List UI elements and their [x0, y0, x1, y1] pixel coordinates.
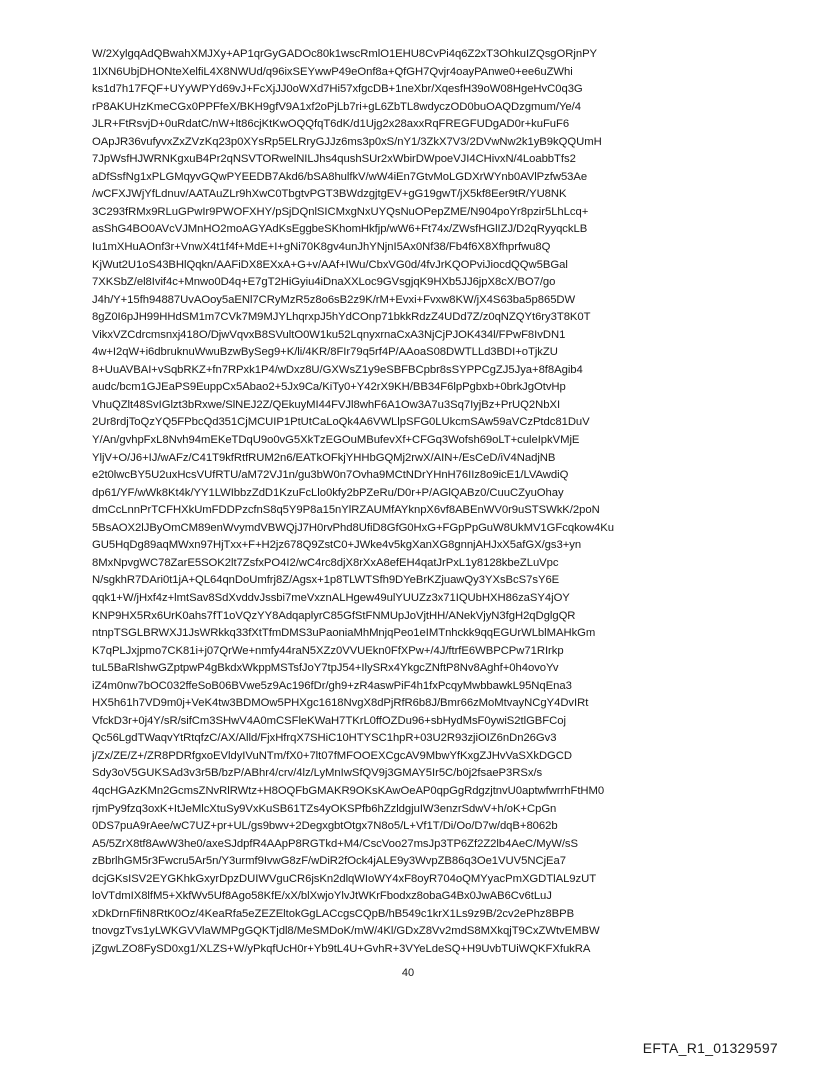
text-line: tnovgzTvs1yLWKGVVlaWMPgGQKTjdl8/MeSMDoK/mW/4Kl/GDxZ8Vv2mdS8MXkqjT9CxZWtvEMBW: [92, 925, 600, 938]
text-line: Y/An/gvhpFxL8Nvh94mEKeTDqU9o0vG5XkTzEGOuMBufevXf+CFGq3Wofsh69oLT+culeIpkVMjE: [92, 434, 580, 447]
text-line: 4qcHGAzKMn2GcmsZNvRlRWtz+H8OQFbGMAKR9OKsKAwOeAP0qpGgRdgzjtnvU0aptwfwrrhFtHM0: [92, 784, 605, 797]
text-line: 7XKSbZ/el8Ivif4c+Mnwo0D4q+E7gT2HiGyiu4iDnaXXLoc9GVsgjqK9HXb5JJ6jpX8cX/BO7/go: [92, 276, 556, 289]
text-line: tuL5BaRlshwGZptpwP4gBkdxWkppMSTsfJoY7tpJ54+IlySRx4YkgcZNftP8Nv8Aghf+0h4ovoYv: [92, 662, 559, 675]
text-line: 7JpWsfHJWRNKgxuB4Pr2qNSVTORwelNILJhs4qushSUr2xWbirDWpoeVJI4CHivxN/4LoabbTfs2: [92, 153, 576, 166]
text-line: Iu1mXHuAOnf3r+VnwX4t1f4f+MdE+I+gNi70K8gv4unJhYNjnI5Ax0Nf38/Fb4f6X8Xfhprfwu8Q: [92, 241, 551, 254]
text-line: rP8AKUHzKmeCGx0PPFfeX/BKH9gfV9A1xf2oPjLb7ri+gL6ZbTL8wdyczOD0buOAQDzgmum/Ye/4: [92, 100, 581, 113]
text-line: dp61/YF/wWk8Kt4k/YY1LWIbbzZdD1KzuFcLlo0kfy2bPZeRu/D0r+P/AGlQABz0/CuuCZyuOhay: [92, 486, 564, 499]
text-line: Sdy3oV5GUKSAd3v3r5B/bzP/ABhr4/crv/4lz/LyMnIwSfQV9j3GMAY5Ir5C/b0j2fsaeP3RSx/s: [92, 767, 543, 780]
text-line: jZgwLZO8FySD0xg1/XLZS+W/yPkqfUcH0r+Yb9tL4U+GvhR+3VYeLdeSQ+H9UvbTUiWQKFXfukRA: [92, 942, 591, 955]
text-line: dmCcLnnPrTCFHXkUmFDDPzcfnS8q5Y9P8a15nYlRZAUMfAYknpX6vf8ABEnWV0r9uSTSWkK/2poN: [92, 504, 600, 517]
text-line: 2Ur8rdjToQzYQ5FPbcQd351CjMCUIP1PtUtCaLoQk4A6VWLlpSFG0LUkcmSAw59aVCzPtdc81DuV: [92, 416, 590, 429]
text-line: 3C293fRMx9RLuGPwIr9PWOFXHY/pSjDQnlSICMxgNxUYQsNuOPepZME/N904poYr8pzir5LhLcq+: [92, 205, 589, 218]
text-line: j/Zx/ZE/Z+/ZR8PDRfgxoEVldyIVuNTm/fX0+7lt07fMFOOEXCgcAV9MbwYfKxgZJHvVaSXkDGCD: [92, 749, 573, 762]
text-line: K7qPLJxjpmo7CK81i+j07QrWe+nmfy44raN5XZz0VVUEkn0FfXPw+/4J/ftrfE6WBPCPw71RIrkp: [92, 644, 564, 657]
text-line: VikxVZCdrcmsnxj418O/DjwVqvxB8SVultO0W1ku52LqnyxrnaCxA3NjCjPJOK434l/FPwF8IvDN1: [92, 328, 566, 341]
text-line: JLR+FtRsvjD+0uRdatC/nW+lt86cjKtKwOQQfqT6dK/d1Ujg2x28axxRqFREGFUDgAD0r+kuFuF6: [92, 118, 570, 131]
text-line: HX5h61h7VD9m0j+VeK4tw3BDMOw5PHXgc1618NvgX8dPjRfR6b8J/Bmr66zMoMtvayNCgY4DvIRt: [92, 697, 589, 710]
text-line: 5BsAOX2lJByOmCM89enWvymdVBWQjJ7H0rvPhd8UfiD8GfG0HxG+FGpPpGuW8UkMV1GFcqkow4Ku: [92, 521, 614, 534]
text-line: VhuQZlt48SvIGlzt3bRxwe/SlNEJ2Z/QEkuyMI44FVJl8whF6A1Ow3A7u3Sq7IyjBz+PrUQ2NbXI: [92, 398, 561, 411]
text-line: GU5HqDg89aqMWxn97HjTxx+F+H2jz678Q9ZstC0+JWke4v5kgXanXG8gnnjAHJxX5afGX/gs3+yn: [92, 539, 582, 552]
body-text-block: [92, 46, 752, 958]
text-line: 8+UuAVBAI+vSqbRKZ+fn7RPxk1P4/wDxz8U/GXWsZ1y9eSBFBCpbr8sSYPPCgZJ5Jya+8f8Agib4: [92, 363, 583, 376]
text-line: 4w+I2qW+i6dbruknuWwuBzwBySeg9+K/li/4KR/8FIr79q5rf4P/AAoaS08DWTLLd3BDI+oTjkZU: [92, 346, 558, 359]
text-line: loVTdmIX8lfM5+XkfWv5Uf8Ago58KfE/xX/blXwjoYlvJtWKrFbodxz8obaG4Bx0JwAB6Cv6tLuJ: [92, 890, 552, 903]
text-line: KjWut2U1oS43BHlQqkn/AAFiDX8EXxA+G+v/AAf+IWu/CbxVG0d/4fvJrKQOPviJiocdQQw5BGal: [92, 258, 568, 271]
text-line: 8gZ0I6pJH99HHdSM1m7CVk7M9MJYLhqrxpJ5hYdCOnp71bkkRdzZ4UDd7Z/z0qNZQYt6ry3T8K0T: [92, 311, 591, 324]
text-line: e2t0lwcBY5U2uxHcsVUfRTU/aM72VJ1n/gu3bW0n7Ovha9MCtNDrYHnH76IIz8o9icE1/LVAwdiQ: [92, 469, 569, 482]
text-line: 0DS7puA9rAee/wC7UZ+pr+UL/gs9bwv+2DegxgbtOtgx7N8o5/L+Vf1T/Di/Oo/D7w/dqB+8062b: [92, 820, 558, 833]
text-line: 8MxNpvgWC78ZarE5SOK2lt7ZsfxPO4I2/wC4rc8djX8rXxA8efEH4qatJrPxL1y8128kbeZLuVpc: [92, 556, 559, 569]
text-line: KNP9HX5Rx6UrK0ahs7fT1oVQzYY8AdqaplyrC85GfStFNMUpJoVjtHH/ANekVjyN3fgH2qDglgQR: [92, 609, 576, 622]
text-line: /wCFXJWjYfLdnuv/AATAuZLr9hXwC0TbgtvPGT3BWdzgjtgEV+gG19gwT/jX5kf8Eer9tR/YU8NK: [92, 188, 567, 201]
text-line: ntnpTSGLBRWXJ1JsWRkkq33fXtTfmDMS3uPaoniaMhMnjqPeo1eIMTnhckk9qqEGUrWLblMAHkGm: [92, 627, 596, 640]
text-line: VfckD3r+0j4Y/sR/sifCm3SHwV4A0mCSFleKWaH7TKrL0ffOZDu96+sbHydMsF0ywiS2tlGBFCoj: [92, 714, 566, 727]
text-line: zBbrlhGM5r3Fwcru5Ar5n/Y3urmf9IvwG8zF/wDiR2fOck4jALE9y3WvpZB86q3Oe1VUV5NCjEa7: [92, 855, 566, 868]
text-line: N/sgkhR7DAri0t1jA+QL64qnDoUmfrj8Z/Agsx+1p8TLWTSfh9DYeBrKZjuawQy3YXsBcS7sY6E: [92, 574, 560, 587]
text-line: asShG4BO0AVcVJMnHO2moAGYAdKsEggbeSKhomHkfjp/wW6+Ft74x/ZWsfHGlIZJ/D2qRyyqckLB: [92, 223, 588, 236]
text-line: aDfSsfNg1xPLGMqyvGQwPYEEDB7Akd6/bSA8hulfkV/wW4iEn7GtvMoLGDXrWYnb0AVlPzfw53Ae: [92, 170, 588, 183]
text-line: audc/bcm1GJEaPS9EuppCx5Abao2+5Jx9Ca/KiTy0+Y42rX9KH/BB34F6lpPgbxb+0brkJgOtvHp: [92, 381, 566, 394]
text-line: J4h/Y+15fh94887UvAOoy5aENl7CRyMzR5z8o6sB2z9K/rM+Evxi+Fvxw8KW/jX4S63ba5p865DW: [92, 293, 576, 306]
text-line: YljV+O/J6+IJ/wAFz/C41T9kfRtfRUM2n6/EATkOFkjYHHbGQMj2rwX/AIN+/EsCeD/iV4NadjNB: [92, 451, 556, 464]
text-line: OApJR36vufyvxZxZVzKq23p0XYsRp5ELRryGJJz6ms3p0xS/nY1/3ZkX7V3/2DVwNw2k1yB9kQQUmH: [92, 135, 602, 148]
text-line: qqk1+W/jHxf4z+lmtSav8SdXvddvJssbi7meVxznALHgew49ulYUUZz3x71IQUbHXH86zaSY4jOY: [92, 591, 570, 604]
text-line: iZ4m0nw7bOC032ffeSoB06BVwe5z9Ac196fDr/gh9+zR4aswPiF4h1fxPcqyMwbbawkL95NqEna3: [92, 679, 572, 692]
text-line: W/2XylgqAdQBwahXMJXy+AP1qrGyGADOc80k1wscRmlO1EHU8CvPi4q6Z2xT3OhkuIZQsgORjnPY: [92, 48, 598, 60]
page-number: 40: [401, 967, 415, 979]
text-line: rjmPy9fzq3oxK+ItJeMlcXtuSy9VxKuSB61TZs4yOKSPfb6hZzldgjuIW3enzrSdwV+h/oK+CpGn: [92, 802, 557, 815]
text-line: dcjGKsISV2EYGKhkGxyrDpzDUIWVguCR6jsKn2dlqWIoWY4xF8oyR704oQMYyacPmXGDTlAL9zUT: [92, 872, 597, 885]
text-line: ks1d7h17FQF+UYyWPYd69vJ+FcXjJJ0oWXd7Hi57xfgcDB+1neXbr/XqesfH39oW08HgeHvC0q3G: [92, 83, 583, 96]
text-line: A5/5ZrX8tf8AwW3he0/axeSJdpfR4AApP8RGTkd+M4/CscVoo27msJp3TP6Zf2Z2lb4AeC/MyW/sS: [92, 837, 578, 850]
text-line: 1lXN6UbjDHONteXelfiL4X8NWUd/q96ixSEYwwP49eOnf8a+QfGH7Qvjr4oayPAnwe0+ee6uZWhi: [92, 65, 573, 78]
text-line: Qc56LgdTWaqvYtRtqfzC/AX/Alld/FjxHfrqX7SHiC10HTYSC1hpR+03U2R93zjiOIZ6nDn26Gv3: [92, 732, 557, 745]
document-id-stamp: EFTA_R1_01329597: [642, 1040, 778, 1056]
text-line: xDkDrnFfiN8RtK0Oz/4KeaRfa5eZEZEltokGgLACcgsCQpB/hB549c1krX1Ls9z9B/2cv2ePhz8BPB: [92, 907, 575, 920]
